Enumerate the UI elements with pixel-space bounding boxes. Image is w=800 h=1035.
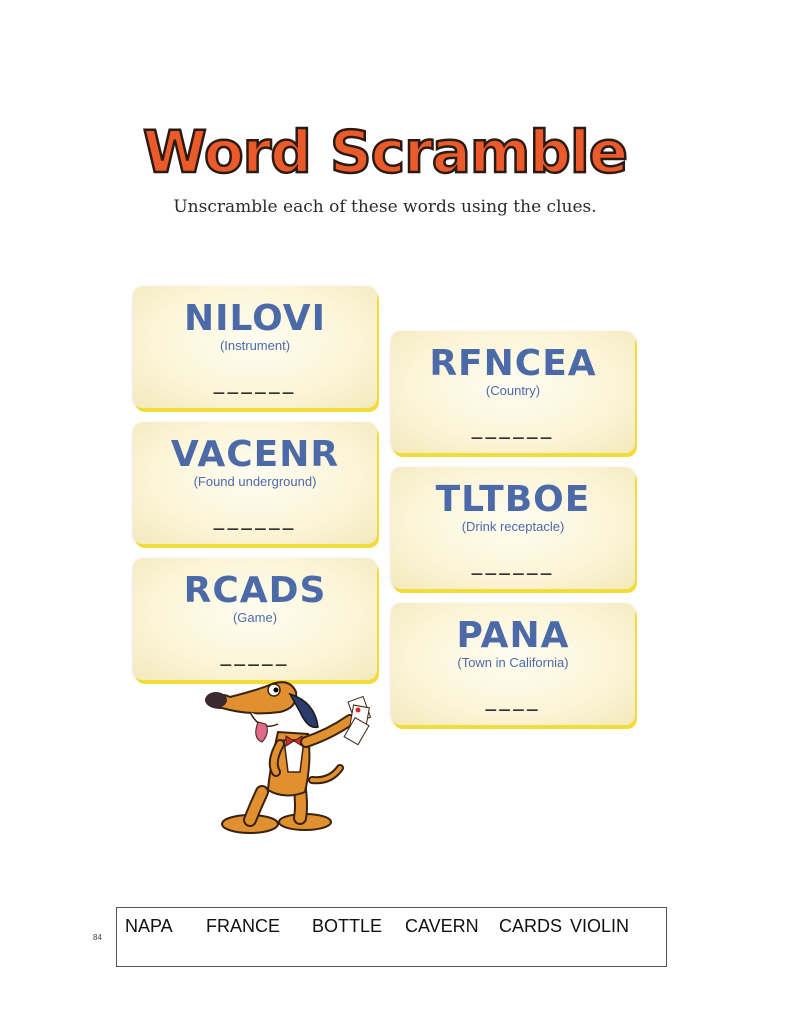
clue-text: (Country) — [485, 383, 541, 398]
answer-key-item: VIOLIN — [570, 916, 630, 936]
scramble-card-france — [391, 331, 635, 453]
answer-blanks: ____ — [485, 691, 541, 712]
answer-blanks: _____ — [220, 646, 290, 667]
answer-key-item: CAVERN — [405, 916, 479, 936]
scrambled-word: NILOVI — [183, 298, 327, 339]
scramble-card-napa — [391, 603, 635, 725]
clue-text: (Drink receptacle) — [461, 519, 565, 534]
scramble-card-cards — [133, 558, 377, 680]
answer-key-item: BOTTLE — [312, 916, 383, 936]
page-title: Word Scramble — [142, 118, 628, 186]
clue-text: (Town in California) — [457, 655, 569, 670]
scrambled-word: RCADS — [183, 570, 327, 611]
scramble-card-bottle — [391, 467, 635, 589]
scramble-card-violin — [133, 286, 377, 408]
answer-blanks: ______ — [471, 555, 555, 576]
answer-key-item: NAPA — [125, 916, 173, 936]
scrambled-word: RFNCEA — [429, 343, 597, 384]
answer-key-item: FRANCE — [206, 916, 281, 936]
scrambled-word: VACENR — [170, 434, 340, 475]
clue-text: (Instrument) — [219, 338, 291, 353]
answer-blanks: ______ — [471, 419, 555, 440]
scramble-card-cavern — [133, 422, 377, 544]
answer-blanks: ______ — [213, 510, 297, 531]
answer-blanks: ______ — [213, 374, 297, 395]
page-number: 84 — [93, 933, 102, 942]
scrambled-word: TLTBOE — [435, 479, 591, 520]
page-subtitle: Unscramble each of these words using the clues. — [173, 197, 597, 217]
scrambled-word: PANA — [456, 615, 570, 656]
cartoon-dog-illustration — [200, 672, 390, 842]
answer-key-item: CARDS — [499, 916, 563, 936]
clue-text: (Game) — [232, 610, 278, 625]
clue-text: (Found underground) — [193, 474, 317, 489]
answer-key-box — [116, 907, 667, 967]
